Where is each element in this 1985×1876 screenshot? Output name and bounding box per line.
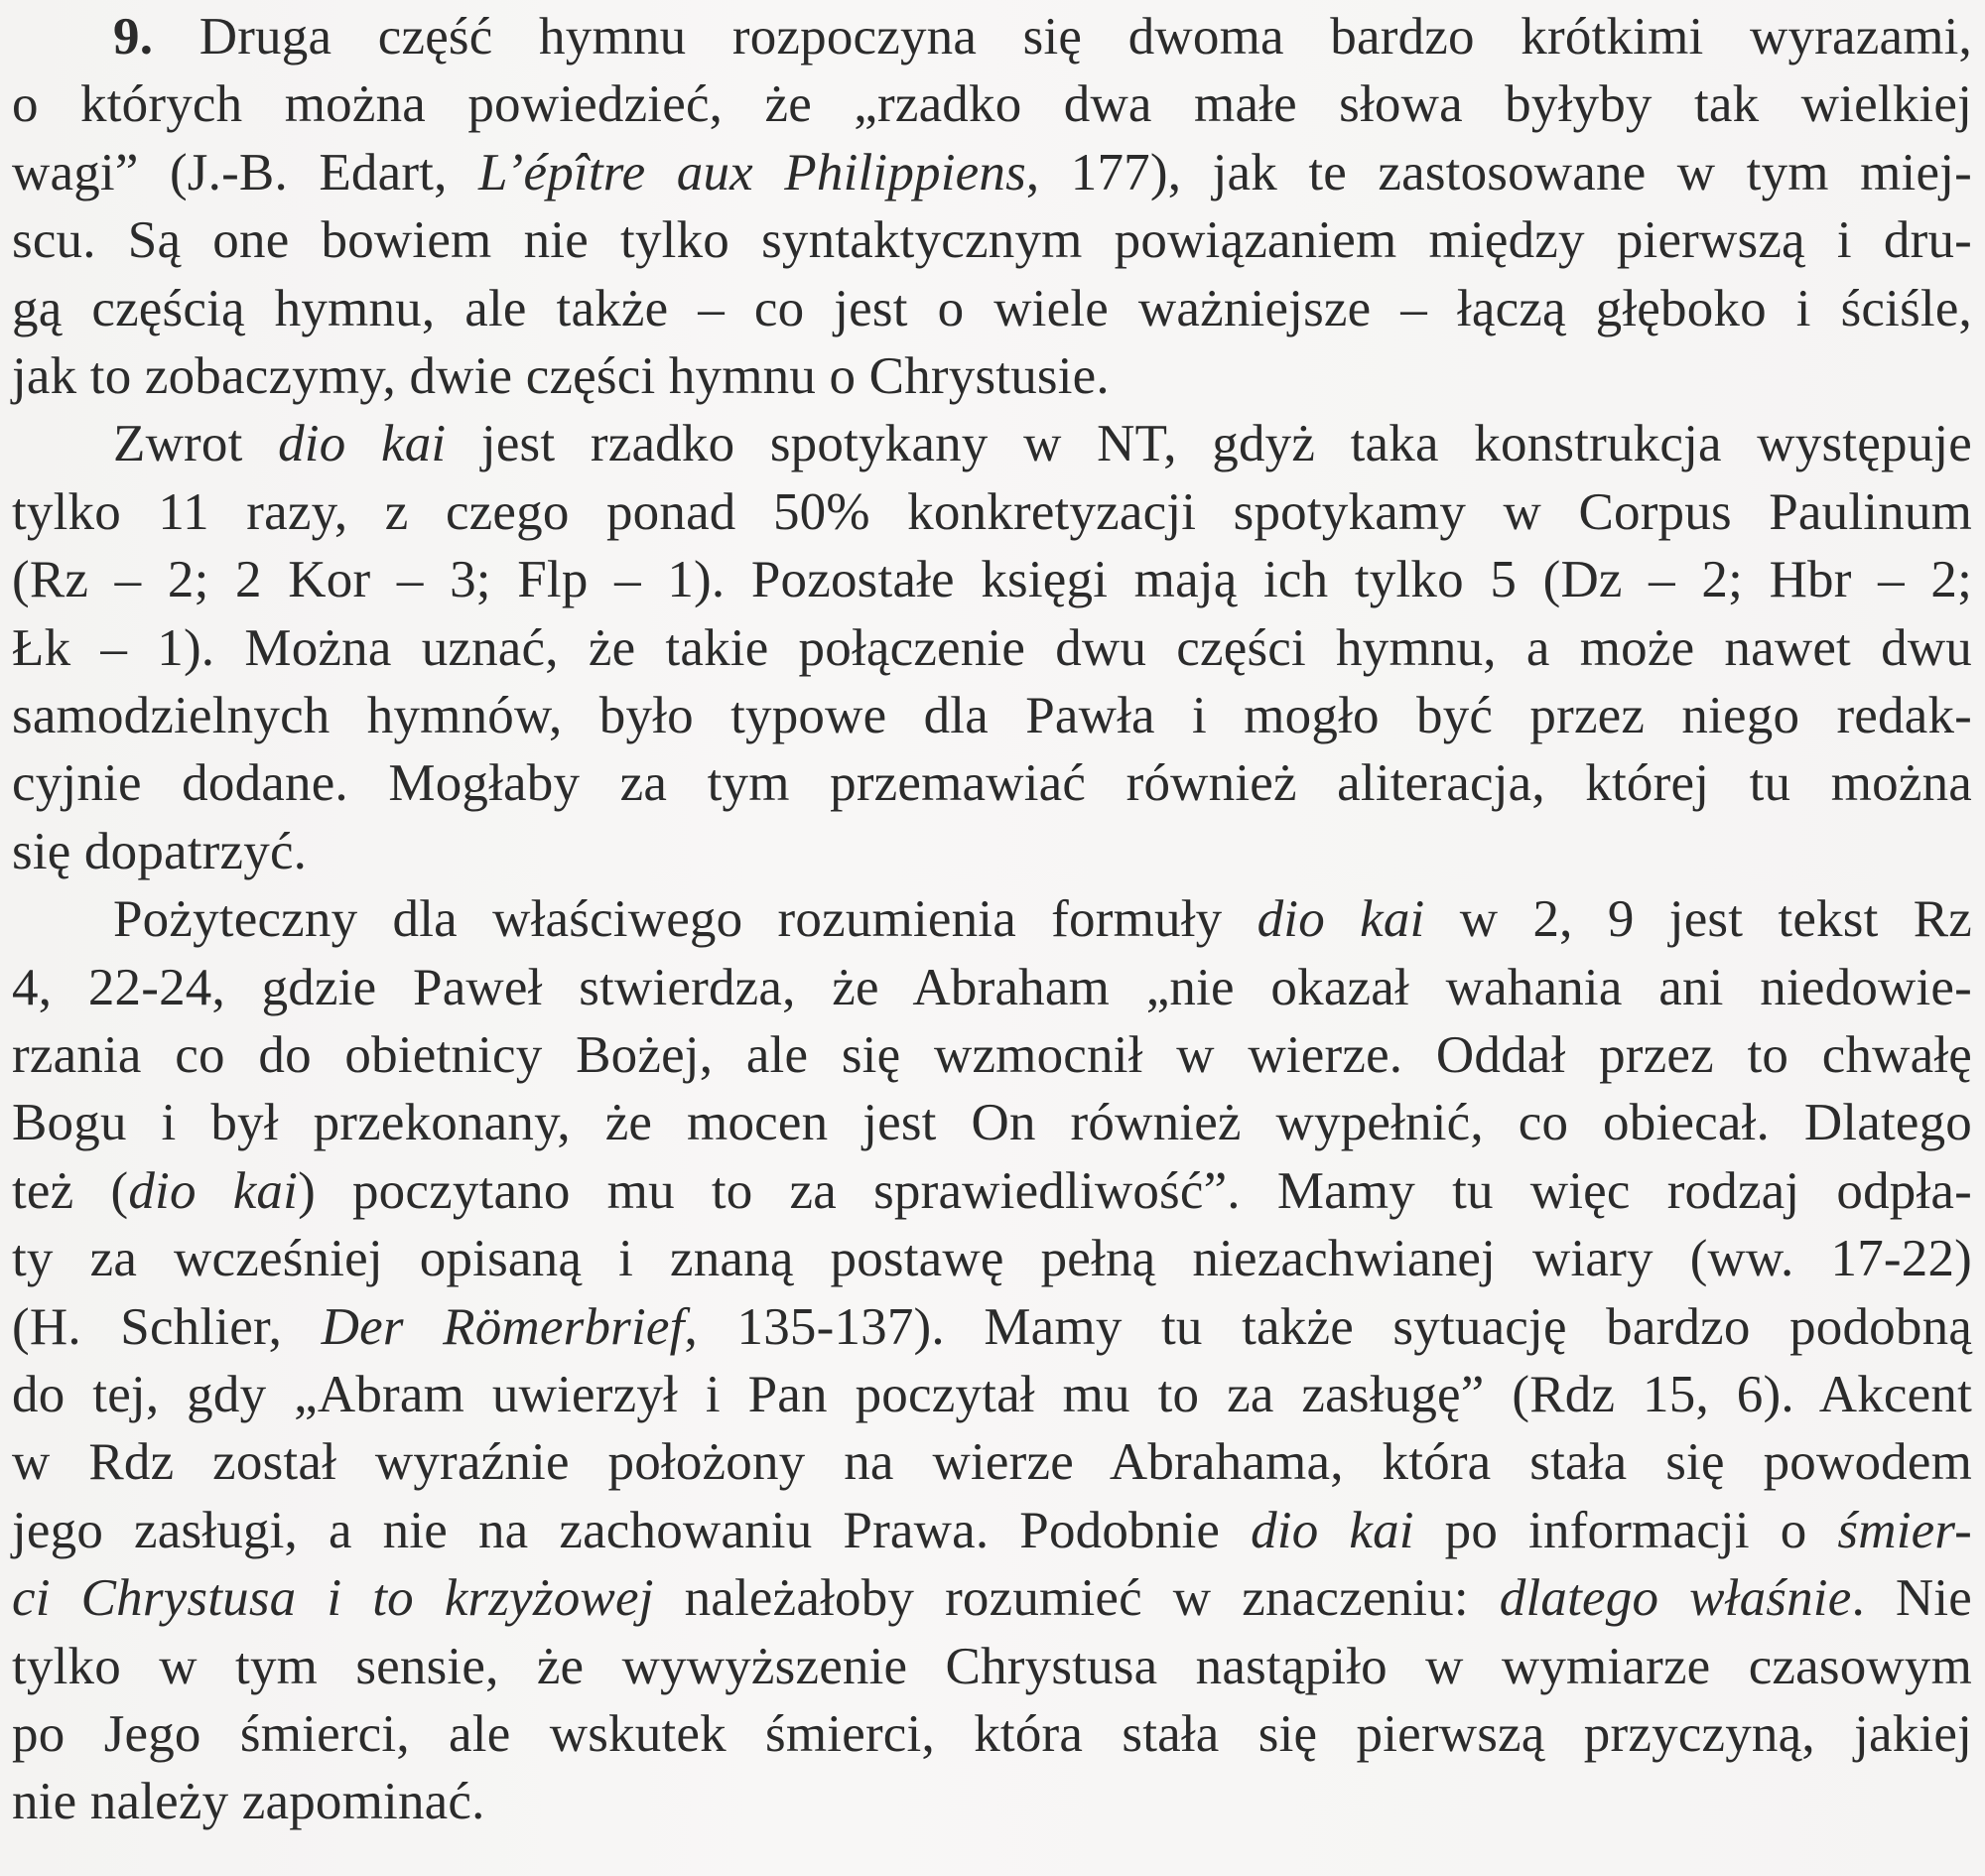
text-line <box>12 884 1972 954</box>
text-segment: o których można powiedzieć, że „rzadko dwa małe słowa byłyby tak wielkiej <box>12 75 1972 134</box>
text-segment: rzania co do obietnicy Bożej, ale się wzmocnił w wierze. Oddał przez to chwałę <box>12 1026 1972 1084</box>
text-line <box>12 613 1972 683</box>
text-line <box>12 341 1972 411</box>
text-segment: , 177), jak te zastosowane w tym miej- <box>1025 143 1972 201</box>
text-line <box>12 69 1972 139</box>
text-line <box>12 1088 1972 1157</box>
text-segment: Pożyteczny dla właściwego rozumienia formuły <box>113 890 1257 949</box>
text-segment: w 2, 9 jest tekst Rz <box>1424 890 1973 949</box>
text-line <box>12 409 1972 478</box>
italic-text: śmier- <box>1837 1501 1972 1559</box>
text-segment: jak to zobaczymy, dwie części hymnu o Chrystusie. <box>12 347 1110 405</box>
text-segment: . Nie <box>1851 1569 1972 1628</box>
text-segment: ty za wcześniej opisaną i znaną postawę pełną niezachwianej wiary (ww. 17-22) <box>12 1230 1972 1288</box>
text-segment: po Jego śmierci, ale wskutek śmierci, która stała się pierwszą przyczyną, jakiej <box>12 1705 1972 1763</box>
text-segment: do tej, gdy „Abram uwierzył i Pan poczytał mu to za zasługę” (Rdz 15, 6). Akcent <box>12 1366 1972 1423</box>
text-line <box>12 1427 1972 1497</box>
text-line <box>12 545 1972 614</box>
text-segment: scu. Są one bowiem nie tylko syntaktycznym powiązaniem między pierwszą i dru- <box>12 211 1972 270</box>
text-line <box>12 1563 1972 1633</box>
text-line <box>12 1156 1972 1226</box>
text-line <box>12 748 1972 818</box>
italic-text: dio kai <box>1251 1501 1414 1559</box>
italic-text: ci Chrystusa i to krzyżowej <box>12 1569 654 1628</box>
text-segment: cyjnie dodane. Mogłaby za tym przemawiać również aliteracja, której tu można <box>12 754 1972 813</box>
text-line <box>12 205 1972 275</box>
text-segment: się dopatrzyć. <box>12 822 308 880</box>
paragraph-number: 9. <box>113 8 154 66</box>
text-segment: ) poczytano mu to za sprawiedliwość”. Mamy tu więc rodzaj odpła- <box>298 1161 1972 1220</box>
text-line <box>12 1020 1972 1090</box>
text-segment: (Rz – 2; 2 Kor – 3; Flp – 1). Pozostałe księgi mają ich tylko 5 (Dz – 2; Hbr – 2; <box>12 551 1972 609</box>
text-segment: tylko 11 razy, z czego ponad 50% konkretyzacji spotykamy w Corpus Paulinum <box>12 482 1972 541</box>
text-line <box>12 1224 1972 1293</box>
text-segment: (H. Schlier, <box>12 1297 322 1356</box>
text-segment: też ( <box>12 1161 129 1220</box>
text-line <box>12 2 1972 71</box>
text-segment: samodzielnych hymnów, było typowe dla Pawła i mogło być przez niego redak- <box>12 687 1972 744</box>
text-line <box>12 681 1972 750</box>
text-segment: jest rzadko spotykany w NT, gdyż taka konstrukcja występuje <box>446 415 1972 473</box>
text-segment: jego zasługi, a nie na zachowaniu Prawa. Podobnie <box>12 1501 1252 1559</box>
text-segment: Druga część hymnu rozpoczyna się dwoma bardzo krótkimi wyrazami, <box>153 8 1972 66</box>
italic-text: dio kai <box>278 415 447 473</box>
text-line <box>12 1767 1972 1836</box>
italic-text: dio kai <box>1257 890 1425 949</box>
text-segment: tylko w tym sensie, że wywyższenie Chrystusa nastąpiło w wymiarze czasowym <box>12 1637 1972 1695</box>
text-segment: po informacji o <box>1413 1501 1838 1559</box>
text-line <box>12 1699 1972 1769</box>
text-line <box>12 817 1972 886</box>
text-segment: nie należy zapominać. <box>12 1773 485 1831</box>
italic-text: dlatego właśnie <box>1499 1569 1852 1628</box>
text-segment: wagi” (J.-B. Edart, <box>12 143 478 201</box>
italic-text: dio kai <box>128 1161 299 1220</box>
text-line <box>12 1496 1972 1565</box>
italic-text: L’épître aux Philippiens <box>477 143 1026 201</box>
text-segment: Zwrot <box>113 415 279 473</box>
text-segment: Bogu i był przekonany, że mocen jest On również wypełnić, co obiecał. Dlatego <box>12 1094 1972 1152</box>
text-segment: gą częścią hymnu, ale także – co jest o wiele ważniejsze – łączą głęboko i ściśle, <box>12 279 1972 337</box>
text-line <box>12 953 1972 1022</box>
italic-text: Der Römerbrief <box>321 1297 685 1356</box>
text-line <box>12 274 1972 343</box>
text-line <box>12 477 1972 547</box>
text-segment: 4, 22-24, gdzie Paweł stwierdza, że Abraham „nie okazał wahania ani niedowie- <box>12 958 1972 1016</box>
text-segment: należałoby rozumieć w znaczeniu: <box>653 1569 1500 1628</box>
text-segment: w Rdz został wyraźnie położony na wierze Abrahama, która stała się powodem <box>12 1433 1972 1492</box>
text-line <box>12 1360 1972 1429</box>
text-segment: , 135-137). Mamy tu także sytuację bardzo podobną <box>684 1297 1972 1356</box>
text-line <box>12 1632 1972 1701</box>
text-line <box>12 138 1972 207</box>
text-segment: Łk – 1). Można uznać, że takie połączenie dwu części hymnu, a może nawet dwu <box>12 618 1972 677</box>
text-line <box>12 1292 1972 1362</box>
